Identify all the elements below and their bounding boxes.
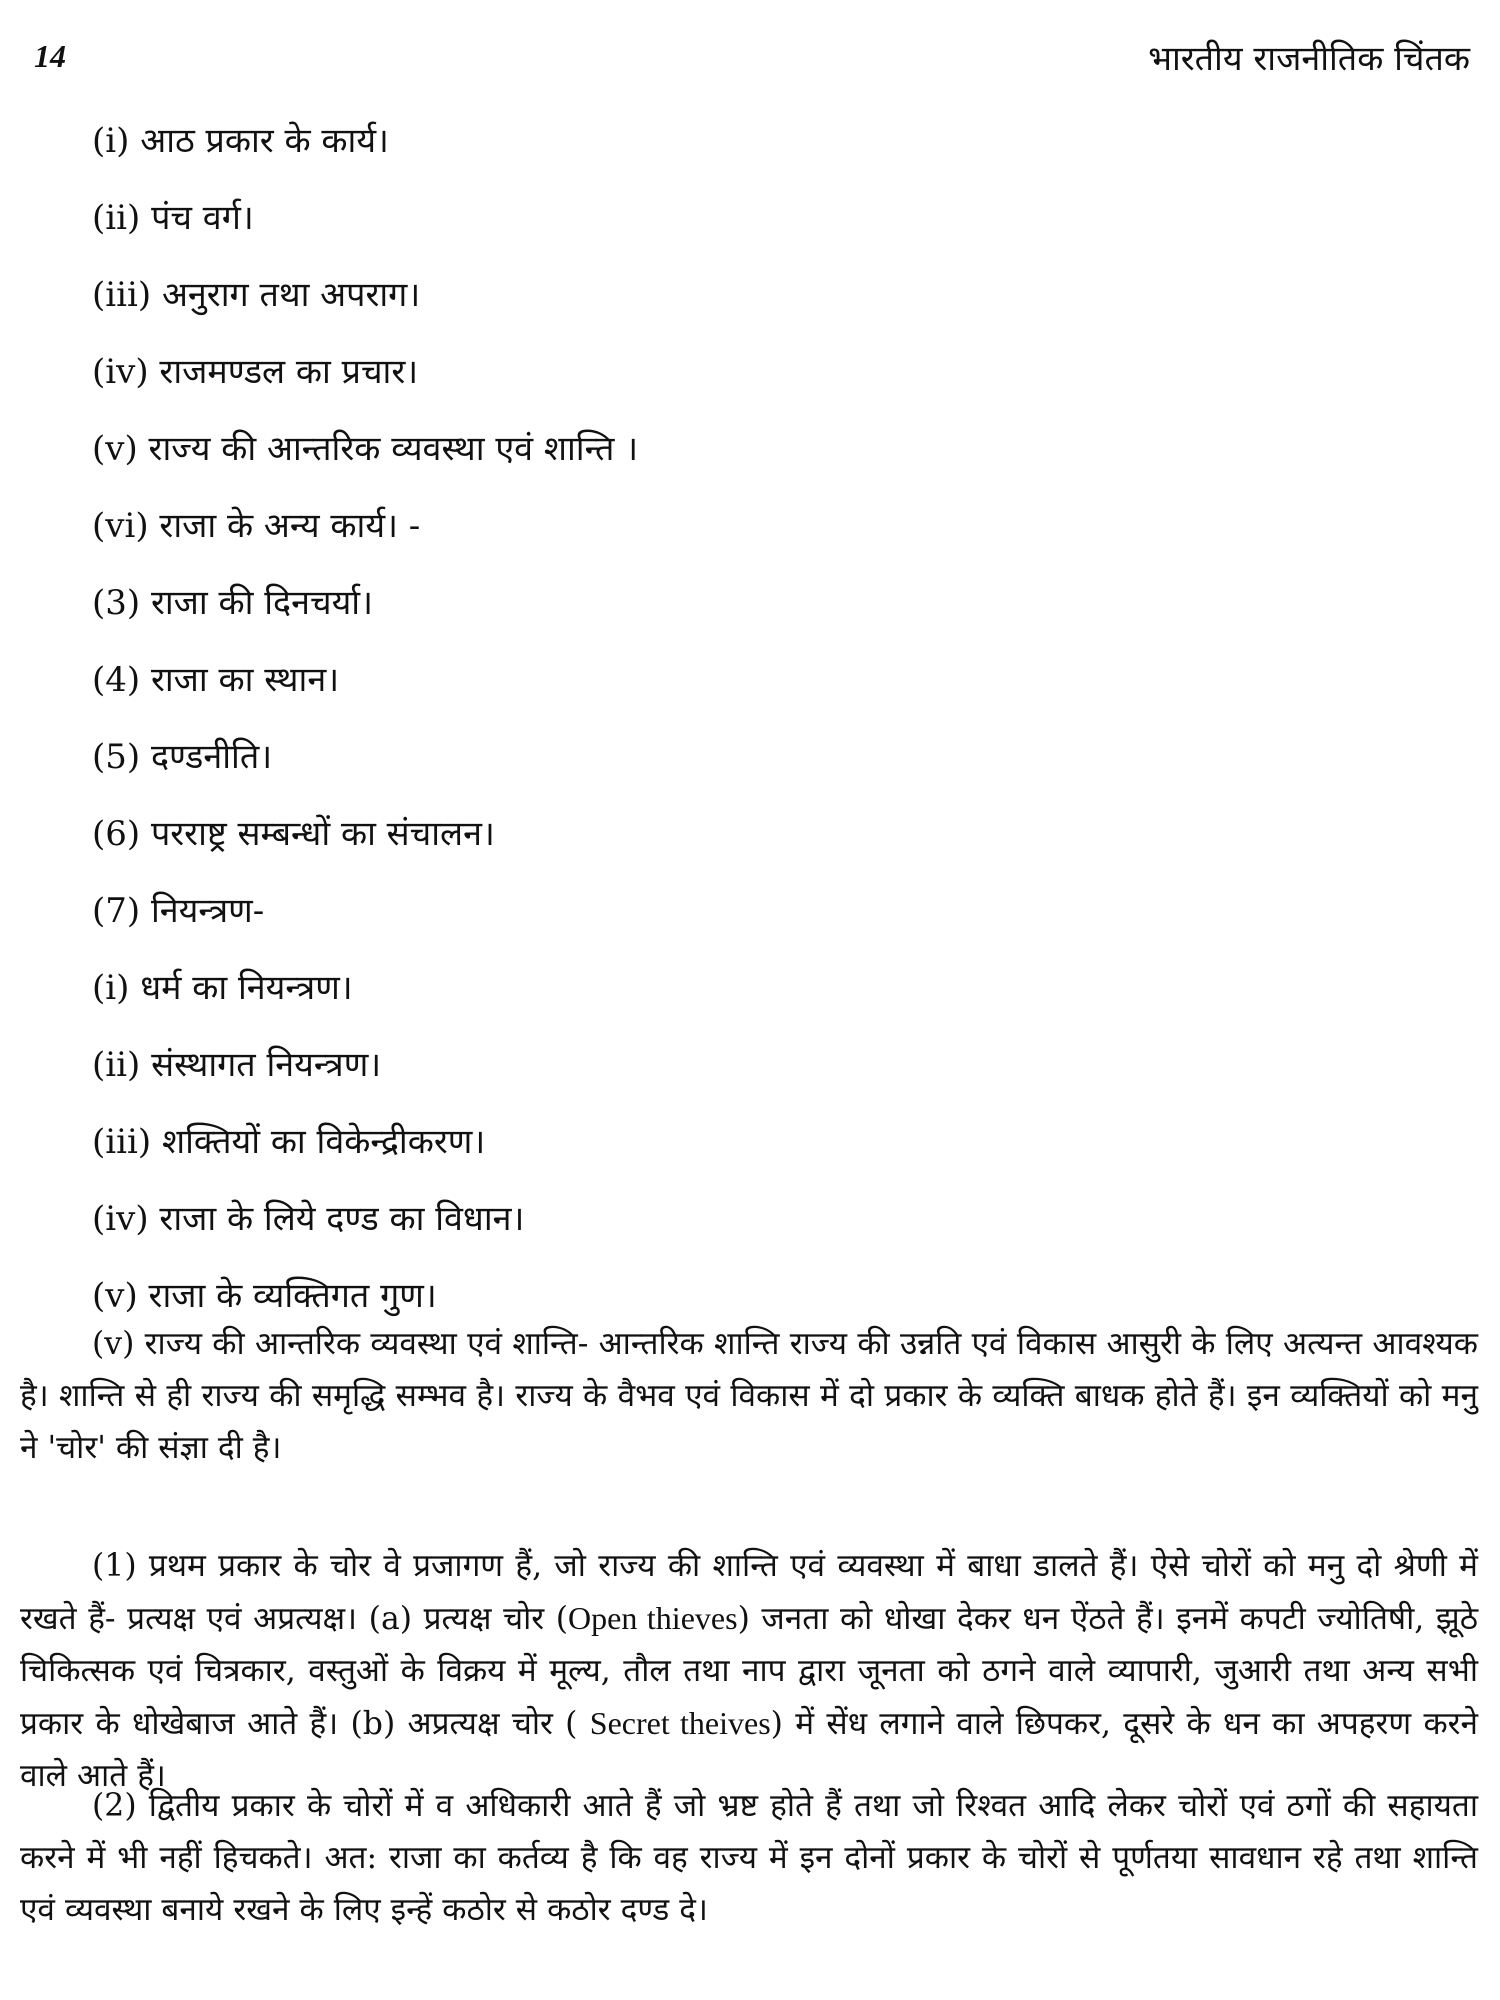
outline-item: (ii) पंच वर्ग। [92,198,254,238]
outline-item: (iii) शक्तियों का विकेन्द्रीकरण। [92,1122,486,1162]
outline-item: (4) राजा का स्थान। [92,660,340,700]
english-term-open-thieves: Open thieves [568,1600,738,1636]
page-number: 14 [34,38,66,74]
outline-item: (6) परराष्ट्र सम्बन्धों का संचालन। [92,814,495,854]
outline-item: (3) राजा की दिनचर्या। [92,583,373,623]
paragraph-internal-order: (v) राज्य की आन्तरिक व्यवस्था एवं शान्ति- आन्तरिक शान्ति राज्य की उन्नति एवं विकास आसुरी के लिए अत्यन्त आवश्यक है। शान्ति से ही राज्य की समृद्धि सम्भव है। राज्य के वैभव एवं विकास में दो प्रकार के व्यक्ति बाधक होते हैं। इन व्यक्तियों को मनु ने 'चोर' की संज्ञा दी है। [20,1326,1478,1466]
outline-item: (iii) अनुराग तथा अपराग। [92,275,421,315]
paragraph-text: (1) प्रथम प्रकार के चोर वे प्रजागण हैं, जो राज्य की शान्ति एवं व्यवस्था में बाधा डालते हैं। ऐसे चोरों को मनु दो श्रेणी में रखते हैं- प्रत्यक्ष एवं अप्रत्यक्ष। (a) प्रत्यक्ष चोर ( [20,1548,1478,1637]
paragraph-text: ) में सेंध लगाने वाले छिपकर, दूसरे के धन का अपहरण करने वाले आते हैं। [20,1706,1479,1794]
outline-item: (v) राज्य की आन्तरिक व्यवस्था एवं शान्ति । [92,429,639,469]
outline-item: (iv) राजा के लिये दण्ड का विधान। [92,1199,525,1239]
outline-item: (5) दण्डनीति। [92,737,273,777]
outline-item: (i) आठ प्रकार के कार्य। [92,121,389,161]
outline-item: (v) राजा के व्यक्तिगत गुण। [92,1276,437,1316]
outline-item: (iv) राजमण्डल का प्रचार। [92,352,419,392]
paragraph-second-type-thieves: (2) द्वितीय प्रकार के चोरों में व अधिकारी आते हैं जो भ्रष्ट होते हैं तथा जो रिश्वत आदि लेकर चोरों एवं ठगों की सहायता करने में भी नहीं हिचकते। अत: राजा का कर्तव्य है कि वह राज्य में इन दोनों प्रकार के चोरों से पूर्णतया सावधान रहे तथा शान्ति एवं व्यवस्था बनाये रखने के लिए इन्हें कठोर से कठोर दण्ड दे। [20,1788,1478,1928]
outline-item: (ii) संस्थागत नियन्त्रण। [92,1045,382,1085]
paragraph-first-type-thieves [20,1540,1478,1802]
outline-item: (7) नियन्त्रण- [92,891,265,931]
running-header-title: भारतीय राजनीतिक चिंतक [1148,39,1470,79]
outline-item: (i) धर्म का नियन्त्रण। [92,968,353,1008]
outline-item: (vi) राजा के अन्य कार्य। - [92,506,421,546]
paragraph-text: ) जनता को धोखा देकर धन ऐंठते हैं। इनमें कपटी ज्योतिषी, झूठे चिकित्सक एवं चित्रकार, वस्तुओं के विक्रय में मूल्य, तौल तथा नाप द्वारा जूनता को ठगने वाले व्यापारी, जुआरी तथा अन्य सभी प्रकार के धोखेबाज आते हैं। (b) अप्रत्यक्ष चोर ( [20,1601,1479,1742]
english-term-secret-thieves: Secret theives [589,1705,771,1741]
outline-list [92,118,638,1350]
